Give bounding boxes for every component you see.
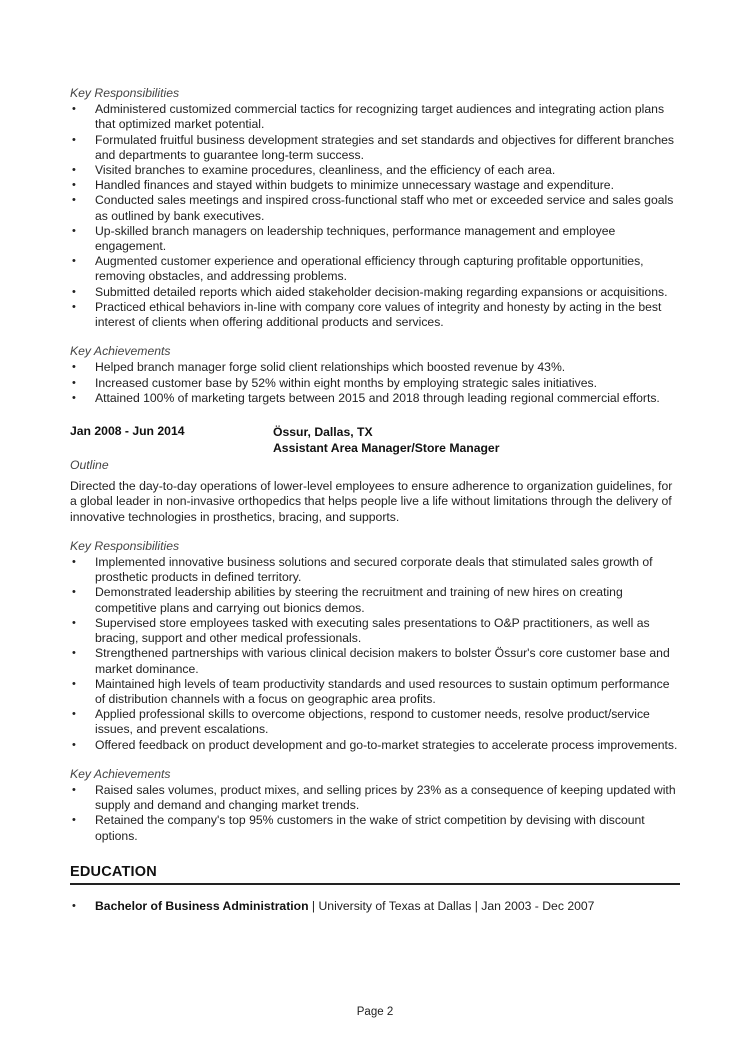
list-item: • Up-skilled branch managers on leadership techniques, performance management and employee engagement. — [70, 224, 680, 254]
list-item: • Supervised store employees tasked with executing sales presentations to O&P practitioners, as well as bracing, support and other medical professionals. — [70, 616, 680, 646]
list-item: • Demonstrated leadership abilities by steering the recruitment and training of new hires on creating competitive plans and carrying out bionics demos. — [70, 585, 680, 615]
job2-title: Assistant Area Manager/Store Manager — [273, 441, 500, 456]
education-item — [70, 899, 680, 914]
list-item: • Submitted detailed reports which aided stakeholder decision-making regarding expansions or acquisitions. — [70, 285, 680, 300]
job1-responsibilities-heading: Key Responsibilities — [70, 86, 180, 100]
list-item: • Handled finances and stayed within budgets to minimize unnecessary wastage and expenditure. — [70, 178, 680, 193]
job1-responsibilities-list — [70, 102, 680, 330]
job1-achievements-list — [70, 360, 680, 406]
education-heading: EDUCATION — [70, 865, 680, 885]
list-item: • Conducted sales meetings and inspired cross-functional staff who met or exceeded service and sales goals as outlined by bank executives. — [70, 193, 680, 223]
job2-outline-heading: Outline — [70, 458, 109, 473]
list-item: • Administered customized commercial tactics for recognizing target audiences and integrating action plans that optimized market potential. — [70, 102, 680, 132]
list-item: • Formulated fruitful business development strategies and set standards and objectives for different branches and departments to guarantee long-term success. — [70, 133, 680, 163]
list-item: • Attained 100% of marketing targets between 2015 and 2018 through leading regional commercial efforts. — [70, 391, 680, 406]
job2-header — [70, 424, 680, 456]
job2-responsibilities-heading: Key Responsibilities — [70, 538, 180, 553]
job1-achievements-heading: Key Achievements — [70, 344, 171, 359]
list-item: • Helped branch manager forge solid client relationships which boosted revenue by 43%. — [70, 360, 680, 375]
job2-achievements-list — [70, 783, 680, 844]
list-item: • Increased customer base by 52% within eight months by employing strategic sales initiatives. — [70, 376, 680, 391]
list-item: • Retained the company's top 95% customers in the wake of strict competition by devising with discount options. — [70, 813, 680, 843]
resume-page — [70, 86, 680, 914]
job2-responsibilities-list — [70, 555, 680, 753]
list-item: • Implemented innovative business solutions and secured corporate deals that stimulated sales growth of prosthetic products in defined territory. — [70, 555, 680, 585]
job2-outline: Directed the day-to-day operations of lower-level employees to ensure adherence to organization guidelines, for a global leader in non-invasive orthopedics that helps people live a life without limitations through the delivery of innovative technologies in prosthetics, bracing, and supports. — [70, 479, 673, 524]
education-details: | University of Texas at Dallas | Jan 2003 - Dec 2007 — [308, 898, 595, 913]
list-item: • Visited branches to examine procedures, cleanliness, and the efficiency of each area. — [70, 163, 680, 178]
job2-dates: Jan 2008 - Jun 2014 — [70, 424, 185, 439]
page-number: Page 2 — [356, 1006, 394, 1018]
list-item: • Applied professional skills to overcome objections, respond to customer needs, resolve product/service issues, and prevent escalations. — [70, 707, 680, 737]
list-item: • Strengthened partnerships with various clinical decision makers to bolster Össur's core customer base and market dominance. — [70, 646, 680, 676]
education-degree: Bachelor of Business Administration — [95, 898, 309, 913]
list-item: • Raised sales volumes, product mixes, and selling prices by 23% as a consequence of keeping updated with supply and demand and changing market trends. — [70, 783, 680, 813]
list-item: • Offered feedback on product development and go-to-market strategies to accelerate process improvements. — [70, 738, 680, 753]
job2-achievements-heading: Key Achievements — [70, 766, 171, 781]
list-item: • Augmented customer experience and operational efficiency through capturing profitable opportunities, removing obstacles, and addressing problems. — [70, 254, 680, 284]
job2-company: Össur, Dallas, TX — [273, 425, 373, 440]
list-item: • Practiced ethical behaviors in-line with company core values of integrity and honesty by acting in the best interest of clients when offering additional products and services. — [70, 300, 680, 330]
education-list — [70, 899, 680, 914]
list-item: • Maintained high levels of team productivity standards and used resources to sustain optimum performance of distribution channels with a focus on geographic area profits. — [70, 677, 680, 707]
